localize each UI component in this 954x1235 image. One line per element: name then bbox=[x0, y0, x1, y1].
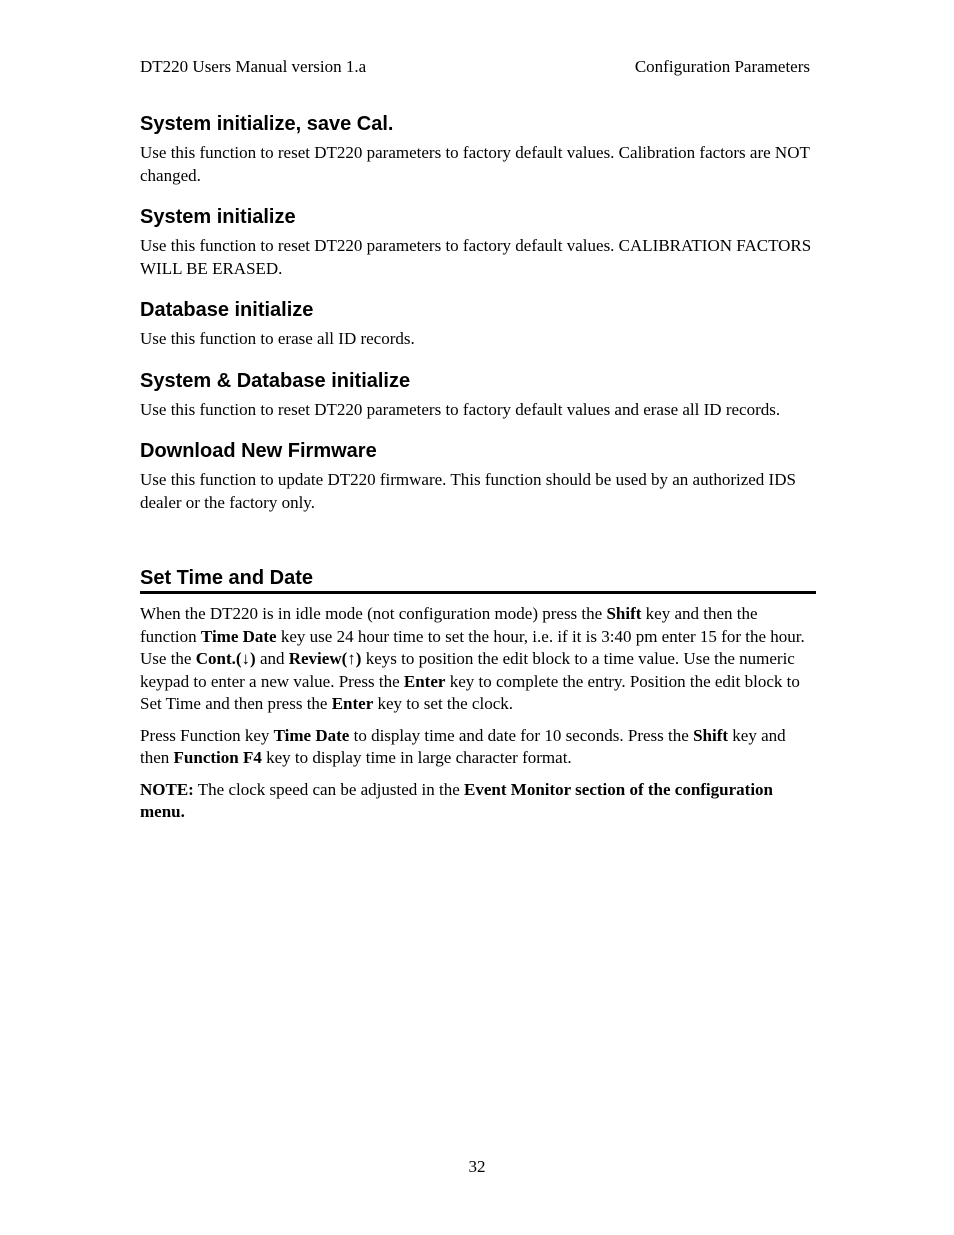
section-heading: System initialize, save Cal. bbox=[140, 113, 394, 135]
key-time-date: Time Date bbox=[200, 626, 277, 646]
running-header-left: DT220 Users Manual version 1.a bbox=[140, 57, 367, 76]
section-body: Use this function to reset DT220 parameters to factory default values and erase all ID records. bbox=[140, 399, 781, 419]
section-heading: System initialize bbox=[140, 206, 296, 228]
key-shift: Shift bbox=[606, 604, 642, 623]
section-download-new-firmware bbox=[140, 439, 816, 514]
text-run: The clock speed can be adjusted in the bbox=[193, 779, 465, 799]
section-set-time-and-date bbox=[140, 566, 816, 824]
key-shift: Shift bbox=[693, 725, 729, 745]
text-run: to display time and date for 10 seconds. Press the bbox=[349, 725, 694, 745]
section-system-initialize bbox=[140, 205, 816, 280]
page-number: 32 bbox=[468, 1157, 486, 1176]
text-run: key and then the function bbox=[140, 604, 758, 646]
section-heading: Download New Firmware bbox=[140, 440, 377, 462]
set-time-instructions bbox=[140, 603, 816, 716]
key-review: Review(↑) bbox=[288, 649, 362, 668]
running-header-right: Configuration Parameters bbox=[634, 57, 810, 76]
text-run: and bbox=[255, 649, 289, 668]
section-body: Use this function to erase all ID records. bbox=[140, 329, 415, 348]
section-body: Use this function to reset DT220 parameters to factory default values. Calibration factors are NOT changed. bbox=[140, 143, 810, 185]
key-function-f4: Function F4 bbox=[173, 748, 262, 767]
page-content bbox=[140, 112, 816, 833]
text-run: key to set the clock. bbox=[373, 694, 514, 713]
section-system-initialize-save-cal bbox=[140, 112, 816, 187]
section-heading: Database initialize bbox=[140, 299, 314, 321]
note-label: NOTE: bbox=[140, 779, 194, 799]
key-time-date: Time Date bbox=[273, 725, 350, 745]
key-enter: Enter bbox=[403, 671, 446, 691]
note-emphasis: Event Monitor section of the configuration menu. bbox=[140, 779, 773, 821]
set-time-heading: Set Time and Date bbox=[140, 566, 816, 594]
section-database-initialize bbox=[140, 298, 816, 351]
key-enter: Enter bbox=[331, 694, 374, 713]
text-run: Press Function key bbox=[140, 725, 274, 745]
text-run: key and then bbox=[140, 725, 786, 767]
text-run: keys to position the edit block to a time value. Use the numeric keypad to enter a new value. Press the bbox=[140, 649, 795, 691]
key-cont: Cont.(↓) bbox=[195, 649, 256, 668]
set-time-note bbox=[140, 779, 816, 824]
set-time-display-info bbox=[140, 725, 816, 770]
section-heading: System & Database initialize bbox=[140, 369, 411, 392]
section-system-database-initialize bbox=[140, 369, 816, 422]
text-run: key to display time in large character format. bbox=[261, 748, 572, 767]
text-run: When the DT220 is in idle mode (not configuration mode) press the bbox=[140, 604, 607, 623]
text-run: key to complete the entry. Position the edit block to Set Time and then press the bbox=[140, 671, 800, 713]
section-body: Use this function to reset DT220 parameters to factory default values. CALIBRATION FACTORS WILL BE ERASED. bbox=[140, 236, 812, 278]
text-run: key use 24 hour time to set the hour, i.e. if it is 3:40 pm enter 15 for the hour. Use the bbox=[140, 626, 805, 668]
section-body: Use this function to update DT220 firmware. This function should be used by an authorized IDS dealer or the factory only. bbox=[140, 470, 796, 512]
